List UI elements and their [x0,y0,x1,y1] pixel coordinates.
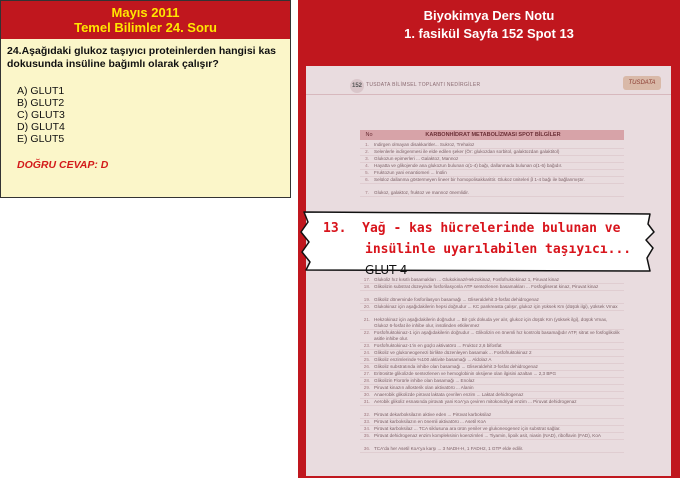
row-number: 30. [363,392,371,397]
row-number: 19. [363,297,371,302]
row-text: Glukoz, galaktoz, fruktoz ve mannoz önemlidir. [374,190,469,195]
row-number: 3. [365,156,369,161]
table-row [360,364,624,371]
table-row [360,350,624,357]
question-panel [0,0,291,198]
bubble-number: 13. [323,221,347,236]
row-number: 23. [363,343,371,348]
row-number: 25. [363,357,371,362]
row-text: Hayatta ve glikojende ana glukozun bulunan α(1-4) bağı, dallanmada bulunan α(1-6) bağıdır. [374,163,563,168]
table-title: KARBONHİDRAT METABOLİZMASI SPOT BİLGİLER [425,132,561,138]
question-title-line2: Temel Bilimler 24. Soru [74,20,217,35]
table-row [360,149,624,156]
row-text: Glikoliz enzimlerinde %100 aktivite basamağı ... Aldolaz A [374,357,492,362]
row-number: 33. [363,419,371,424]
question-body [1,39,290,171]
row-text: TCA'da her Asetil KoA'ya karşı ... 3 NADH-H, 1 FADH2, 1 GTP elde edilir. [374,446,524,451]
table-row [360,190,624,197]
bubble-line-1 [323,218,648,239]
row-number: 7. [365,190,369,195]
bubble-line1-text: Yağ - kas hücrelerinde bulunan ve [362,221,621,236]
row-text: Pirüvat karboksilazın en önemli aktivatörü ... Asetil KoA [374,419,487,424]
row-text: Piruvat kinazın allosterik olan aktivatörü ... Alanin [374,385,474,390]
spot-table-header [360,130,624,140]
row-text: Eritrositte glikolizde sentezlenen ve hemoglobinin oksijene olan ilgisini azaltan ... 2,3 BPG [374,371,557,376]
option-d: D) GLUT4 [17,121,65,133]
row-number: 18. [363,284,371,289]
table-row [360,426,624,433]
row-number: 17. [363,277,371,282]
row-number: 29. [363,385,371,390]
table-row [360,385,624,392]
bubble-line-2 [323,239,648,281]
row-text: Fruktozun yani enantiomeri ... İnülin [374,170,447,175]
row-number: 32. [363,412,371,417]
row-text: Glikolizin Florürle inhibe olan basamağı ... Enolaz [374,378,475,383]
row-number: 34. [363,426,371,431]
option-a: A) GLUT1 [17,85,65,97]
spot-callout-bubble [298,208,658,276]
row-text: Fosfofruktokinaz-1'in en güçlü aktivatörü ... Fruktoz 2,6 bifosfat [374,343,502,348]
table-row [360,412,624,419]
note-title-line2: 1. fasikül Sayfa 152 Spot 13 [404,26,574,41]
page-number: 152 [350,79,364,93]
question-title-line1: Mayıs 2011 [111,5,180,20]
table-row [360,170,624,177]
table-row [360,297,624,304]
table-row [360,433,624,440]
row-number: 20. [363,304,371,309]
row-text: Indirgen olmayan disakkaritler... Sukroz, Trehaloz [374,142,475,147]
row-number: 24. [363,350,371,355]
table-row [360,378,624,385]
table-row [360,177,624,184]
row-number: 4. [365,163,369,168]
table-row [360,343,624,350]
table-row [360,446,624,453]
table-row [360,371,624,378]
row-text: Glikolizin substrat düzeyinde fosforilasyonla ATP sentezlenen basamakları ... Fosfogliserat kinaz, Piruvat kinaz [374,284,599,289]
option-b: B) GLUT2 [17,97,65,109]
row-number: 26. [363,364,371,369]
table-row [360,304,624,311]
row-number: 21. [363,317,371,322]
bubble-answer: GLUT-4 [365,263,408,277]
row-number: 5. [365,170,369,175]
row-text: Pirüvat karboksilaz ... TCA siklusuna ara ürün yeniler ve glukoneogenez için substrat sağlar. [374,426,561,431]
table-row [360,142,624,149]
row-text: Glikoliz substratında inhibe olan basamağı ... Gliseraldehit 3-fosfat dehidrogenaz [374,364,538,369]
row-number: 36. [363,446,371,451]
table-row [360,163,624,170]
row-number: 2. [365,149,369,154]
question-header [1,1,290,39]
row-number: 1. [365,142,369,147]
option-e: E) GLUT5 [17,133,65,145]
row-text: Glukoliz hız kısıtlı basamakları ... Glukokinaz/Hekzokinaz, Fosfofruktokinaz 1, Piruvat kinaz [374,277,560,282]
correct-answer: DOĞRU CEVAP: D [17,159,109,171]
row-text: Selüloz dallanma göstermeyen lineer bir homopolisakkarittir. Glukoz üniteleri β 1-4 bağı ile bağlanmıştır. [374,177,585,182]
table-row [360,284,624,291]
table-row [360,419,624,426]
page-header-text: TUSDATA BİLİMSEL TOPLANTI NEDİRGİLER [366,82,481,88]
question-text: 24.Aşağıdaki glukoz taşıyıcı proteinlerden hangisi kas dokusunda insüline bağımlı olarak çalışır? [7,45,277,70]
publisher-logo: TUSDATA [623,76,661,90]
note-title-line1: Biyokimya Ders Notu [423,8,555,23]
row-text: Selenlerle indirgenmesi ile elde edilen şeker (Ör: glukozdan sorbitol, galaktozdan galaktitol) [374,149,560,154]
row-text: Fosfofruktokinaz-1 için aşağıdakilerin doğrudur ... Glikolizin en önemli hız kontrolü basamağıdır ATP, sitrat ve fosfoglikolik asitle inhibe olur. [374,330,620,341]
table-row [360,392,624,399]
row-text: Hekzokinaz için aşağıdakilerin doğrudur ... Bir çok dokuda yer alır, glukoz için düşük Km (yüksek ilgi), düşük Vmax, Glukoz 6-fosfat ile inhibe olur, insülinden etkilenmez [374,317,608,328]
bubble-line2-text: insülinle uyarılabilen taşıyıcı... [365,242,632,257]
row-number: 31. [363,399,371,404]
row-number: 6. [365,177,369,182]
table-row [360,399,624,406]
table-row [360,317,624,330]
table-row [360,357,624,364]
row-text: Pirüvat dehidrogenaz enzim kompleksinin koenzimleri ... Tiyamin, lipoik asit, niasin (NAD), riboflavin (FAD), KoA [374,433,601,438]
row-text: Glikoliz ve glukoneogenezi birlikte düzenleyen basamak ... Fosfofruktokinaz 2 [374,350,532,355]
row-text: Anaerobik glikolizde pirüvat laktata çevrilen enzim ... Laktat dehidrogenaz [374,392,524,397]
row-text: Glikoliz döneminde fosforilasyon basamağı ... Gliseraldehit 3-fosfat dehidrogenaz [374,297,539,302]
row-number: 27. [363,371,371,376]
row-number: 22. [363,330,371,335]
row-number: 28. [363,378,371,383]
table-no-header: No [365,132,373,138]
option-c: C) GLUT3 [17,109,65,121]
row-text: Glukokinaz için aşağıdakilerin hepsi doğrudur ... KC pankreasta çalışır, glukoz için yüksek Km (düşük ilgi), yüksek Vmax [374,304,618,309]
row-number: 35. [363,433,371,438]
table-row [360,330,624,343]
bubble-text [323,218,648,281]
note-header [298,0,680,43]
page-top-bar [306,66,671,95]
row-text: Glukozun epimerleri ... Galaktoz, Mannoz [374,156,459,161]
row-text: Aerobik glikoliz esnasında pirüvatı yani KoA'ya çeviren mitokondriyal enzim ... Piruvat dehidrogenaz [374,399,577,404]
table-row [360,156,624,163]
row-text: Pirüvat dekarboksilazın aktive eden ... Pirüvat karboksilaz [374,412,492,417]
